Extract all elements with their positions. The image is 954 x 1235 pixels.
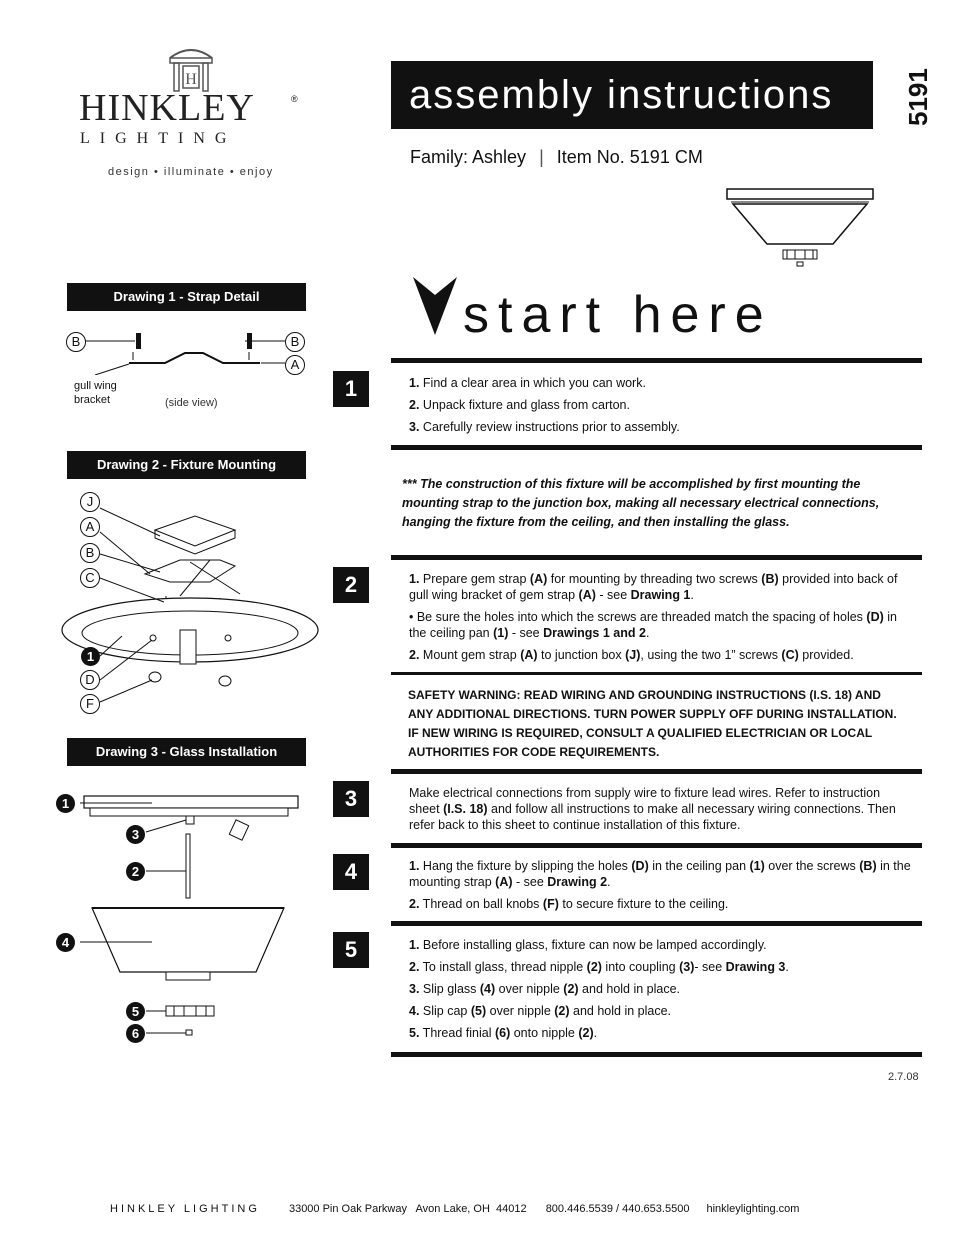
construction-note: *** The construction of this fixture will be accomplished by first mounting the mounting strap to the junction box, making all necessary electrical connections, hanging the fixture from the ceiling, and then installing the glass. — [402, 477, 880, 529]
label-1: 1 — [56, 794, 75, 813]
divider — [391, 672, 922, 675]
safety-warning: SAFETY WARNING: READ WIRING AND GROUNDING INSTRUCTIONS (I.S. 18) AND ANY ADDITIONAL DIRECTIONS. TURN POWER SUPPLY OFF DURING INSTALLATION. IF NEW WIRING IS REQUIRED, CONSULT A QUALIFIED ELECTRICIAN OR LOCAL AUTHORITIES FOR CODE REQUIREMENTS. — [408, 688, 897, 759]
label-d: D — [80, 670, 100, 690]
step-5-text: 1. Before installing glass, fixture can now be lamped accordingly. 2. To install glass, thread nipple (2) into coupling (3)- see Drawing 3. 3. Slip glass (4) over nipple (2) and hold in place. 4. Slip cap (5) over nipple (2) and hold in place. 5. Thread finial (6) onto nipple (2). — [409, 938, 789, 1040]
glass-installation-drawing — [60, 790, 320, 1050]
label-b: B — [80, 543, 100, 563]
start-here-heading: start here — [463, 286, 773, 344]
logo-emblem-icon — [166, 44, 216, 92]
label-b-right: B — [285, 332, 305, 352]
divider — [391, 769, 922, 774]
divider — [391, 843, 922, 848]
divider — [391, 555, 922, 560]
family-name: Family: Ashley — [410, 147, 527, 167]
revision-date: 2.7.08 — [888, 1071, 919, 1083]
label-b-left: B — [66, 332, 86, 352]
start-arrow-icon — [413, 277, 457, 335]
logo-name: HINKLEY — [79, 87, 255, 129]
step-1-number: 1 — [333, 371, 369, 407]
divider — [391, 445, 922, 450]
strap-detail-drawing — [85, 330, 285, 375]
logo-sub: LIGHTING — [80, 130, 237, 147]
divider — [391, 1052, 922, 1057]
label-a: A — [285, 355, 305, 375]
footer — [110, 1203, 910, 1215]
separator: | — [539, 147, 544, 167]
label-2: 2 — [126, 862, 145, 881]
drawing-3-title: Drawing 3 - Glass Installation — [67, 738, 306, 766]
footer-phone: 800.446.5539 / 440.653.5500 — [545, 1203, 690, 1215]
step-2-text: 1. Prepare gem strap (A) for mounting by threading two screws (B) provided into back of gull wing bracket of gem strap (A) - see Drawing 1. • Be sure the holes into which the screws are threaded match the spacing of holes (D) in the ceiling pan (1) - see Drawings 1 and 2. 2. Mount gem strap (A) to junction box (J), using the two 1” screws (C) provided. — [409, 572, 898, 662]
side-view-label: (side view) — [165, 397, 218, 409]
family-label — [410, 147, 703, 168]
drawing-1-title: Drawing 1 - Strap Detail — [67, 283, 306, 311]
divider — [391, 921, 922, 926]
gull-wing-label: gull wing — [74, 380, 117, 392]
model-number: 5191 — [903, 68, 933, 126]
step-1-text: 1. Find a clear area in which you can work. 2. Unpack fixture and glass from carton. 3. Carefully review instructions prior to assembly. — [409, 376, 680, 434]
divider — [391, 358, 922, 363]
step-5-number: 5 — [333, 932, 369, 968]
step-3-number: 3 — [333, 781, 369, 817]
svg-text:H: H — [185, 71, 197, 88]
label-c: C — [80, 568, 100, 588]
step-2-number: 2 — [333, 567, 369, 603]
label-f: F — [80, 694, 100, 714]
step-4-text: 1. Hang the fixture by slipping the holes (D) in the ceiling pan (1) over the screws (B) in the mounting strap (A) - see Drawing 2. 2. Thread on ball knobs (F) to secure fixture to the ceiling. — [409, 859, 911, 911]
logo-tagline: design • illuminate • enjoy — [108, 166, 274, 178]
label-j: J — [80, 492, 100, 512]
bracket-label: bracket — [74, 394, 111, 406]
label-1: 1 — [81, 647, 100, 666]
label-6: 6 — [126, 1024, 145, 1043]
step-3-text: Make electrical connections from supply wire to fixture lead wires. Refer to instruction sheet (I.S. 18) and follow all instructions to make all necessary wiring connections. Then refer back to this sheet to continue installation of this fixture. — [409, 786, 896, 832]
footer-web[interactable]: hinkleylighting.com — [706, 1203, 800, 1215]
label-a: A — [80, 517, 100, 537]
fixture-image — [725, 186, 877, 270]
title-banner: assembly instructions — [391, 61, 873, 129]
registered-mark: ® — [291, 94, 298, 104]
label-5: 5 — [126, 1002, 145, 1021]
item-number: Item No. 5191 CM — [556, 147, 703, 167]
drawing-2-title: Drawing 2 - Fixture Mounting — [67, 451, 306, 479]
label-3: 3 — [126, 825, 145, 844]
step-4-number: 4 — [333, 854, 369, 890]
footer-company: HINKLEY LIGHTING — [110, 1203, 260, 1215]
label-4: 4 — [56, 933, 75, 952]
footer-address: 33000 Pin Oak Parkway Avon Lake, OH 44012 — [288, 1203, 527, 1215]
